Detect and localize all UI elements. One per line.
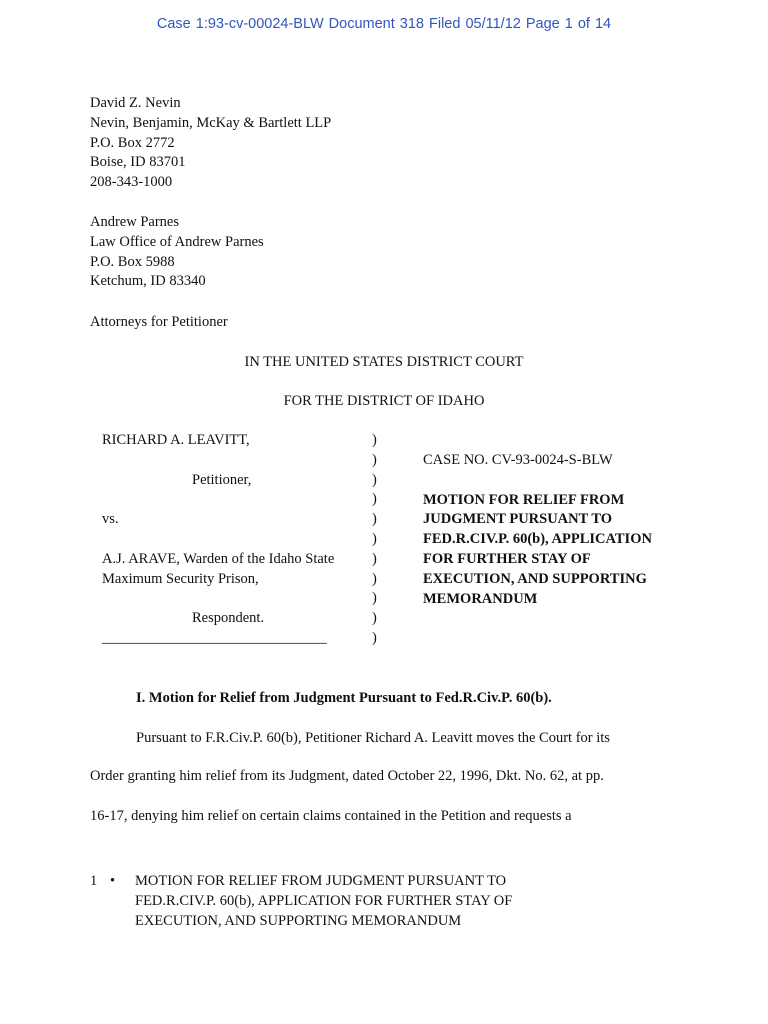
footer-title-line: FED.R.CIV.P. 60(b), APPLICATION FOR FURTHER STAY OF: [135, 892, 513, 909]
caption-paren: ): [372, 471, 377, 488]
caption-respondent-name-cont: Maximum Security Prison,: [102, 570, 259, 587]
page-number: 1: [90, 873, 98, 889]
caption-parties: [102, 431, 372, 649]
footer-bullet: •: [110, 873, 116, 889]
caption-paren: ): [372, 432, 377, 448]
caption-paren-column: [372, 431, 384, 649]
caption-paren: ): [372, 511, 377, 528]
caption-paren: ): [372, 590, 377, 607]
caption-spacer: [102, 451, 372, 471]
caption-case-info: [423, 451, 723, 609]
caption-paren: ): [372, 570, 377, 587]
footer-title-line: EXECUTION, AND SUPPORTING MEMORANDUM: [135, 912, 462, 929]
section-heading: I. Motion for Relief from Judgment Pursuant to Fed.R.Civ.P. 60(b).: [136, 690, 552, 706]
attorney-block-nevin: [90, 94, 331, 193]
attorney-name: Andrew Parnes: [90, 214, 179, 230]
body-line: Pursuant to F.R.Civ.P. 60(b), Petitioner Richard A. Leavitt moves the Court for its: [136, 730, 610, 746]
ecf-header-stamp: Case 1:93-cv-00024-BLW Document 318 Filed 05/11/12 Page 1 of 14: [156, 16, 612, 32]
motion-title-line: FOR FURTHER STAY OF: [423, 550, 591, 567]
attorneys-for: Attorneys for Petitioner: [90, 314, 228, 330]
caption-respondent-label: Respondent.: [192, 610, 265, 627]
motion-title-line: JUDGMENT PURSUANT TO: [423, 511, 613, 528]
caption-versus: vs.: [102, 511, 119, 528]
caption-paren: ): [372, 550, 377, 567]
caption-spacer: [102, 530, 372, 550]
motion-title-line: FED.R.CIV.P. 60(b), APPLICATION: [423, 531, 652, 548]
body-line: Order granting him relief from its Judgment, dated October 22, 1996, Dkt. No. 62, at pp.: [90, 768, 604, 784]
caption-paren: ): [372, 610, 377, 627]
law-firm: Nevin, Benjamin, McKay & Bartlett LLP: [90, 114, 332, 131]
footer-title: [135, 872, 595, 931]
caption-respondent-name: A.J. ARAVE, Warden of the Idaho State: [102, 550, 335, 567]
caption-spacer: [102, 490, 372, 510]
caption-paren: ): [372, 530, 377, 547]
city-state-zip: Ketchum, ID 83340: [90, 273, 206, 290]
case-number: CASE NO. CV-93-0024-S-BLW: [423, 452, 613, 468]
law-firm: Law Office of Andrew Parnes: [90, 233, 264, 250]
caption-paren: ): [372, 491, 377, 508]
caption-petitioner-label: Petitioner,: [192, 471, 252, 488]
caption-paren: ): [372, 629, 377, 646]
motion-title-line: EXECUTION, AND SUPPORTING: [423, 570, 647, 587]
footer-title-line: MOTION FOR RELIEF FROM JUDGMENT PURSUANT TO: [135, 873, 507, 889]
caption-paren: ): [372, 451, 377, 468]
attorney-block-parnes: [90, 213, 264, 292]
po-box: P.O. Box 2772: [90, 134, 175, 151]
caption-spacer: [102, 589, 372, 609]
body-line: 16-17, denying him relief on certain claims contained in the Petition and requests a: [90, 808, 572, 824]
phone: 208-343-1000: [90, 174, 173, 191]
motion-title-line: MEMORANDUM: [423, 590, 538, 607]
po-box: P.O. Box 5988: [90, 253, 175, 270]
city-state-zip: Boise, ID 83701: [90, 154, 186, 171]
attorney-name: David Z. Nevin: [90, 95, 181, 111]
motion-title-line: MOTION FOR RELIEF FROM: [423, 491, 625, 508]
court-name: IN THE UNITED STATES DISTRICT COURT: [244, 354, 524, 370]
caption-underline: _______________________________: [102, 629, 327, 646]
caption-petitioner-name: RICHARD A. LEAVITT,: [102, 432, 250, 448]
court-district: FOR THE DISTRICT OF IDAHO: [283, 393, 485, 409]
